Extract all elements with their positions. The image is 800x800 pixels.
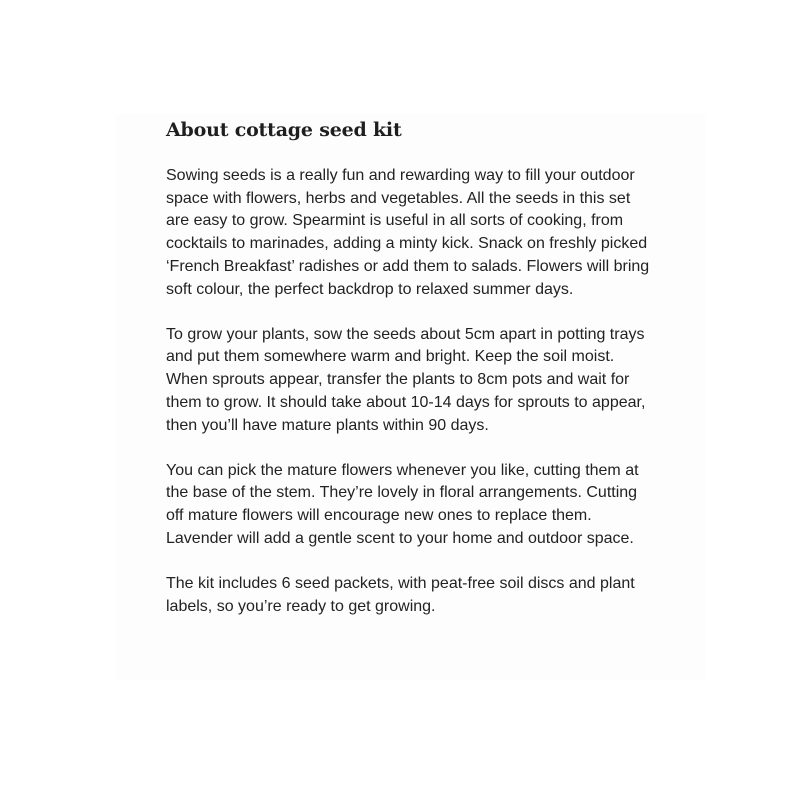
description-paragraph-4: The kit includes 6 seed packets, with peat-free soil discs and plant labels, so you’re ready to get growing. (166, 575, 635, 615)
section-heading: About cottage seed kit (166, 119, 402, 141)
description-paragraph-3: You can pick the mature flowers whenever you like, cutting them at the base of the stem. They’re lovely in floral arrangements. Cutting off mature flowers will encourage new ones to replace them. Lavender will add a gentle scent to your home and outdoor space. (166, 461, 639, 547)
product-description-content (166, 116, 656, 618)
product-description-panel (116, 114, 705, 680)
description-paragraph-1: Sowing seeds is a really fun and rewarding way to fill your outdoor space with flowers, herbs and vegetables. All the seeds in this set are easy to grow. Spearmint is useful in all sorts of cooking, from cocktails to marinades, adding a minty kick. Snack on freshly picked ‘French Breakfast’ radishes or add them to salads. Flowers will bring soft colour, the perfect backdrop to relaxed summer days. (166, 167, 650, 298)
description-paragraph-2: To grow your plants, sow the seeds about 5cm apart in potting trays and put them somewhere warm and bright. Keep the soil moist. When sprouts appear, transfer the plants to 8cm pots and wait for them to grow. It should take about 10-14 days for sprouts to appear, then you’ll have mature plants within 90 days. (166, 325, 646, 434)
